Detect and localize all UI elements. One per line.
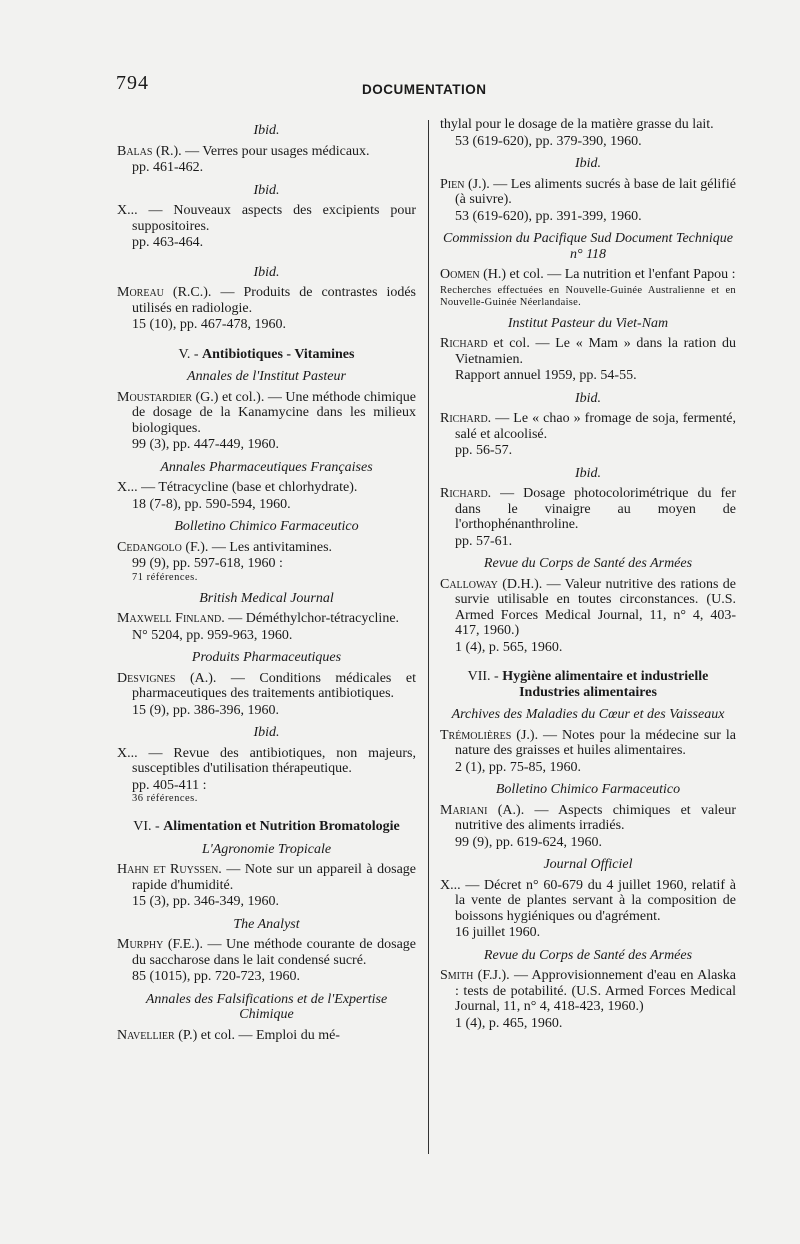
entry-text: — Note sur un appareil à dosage rapide d'humidité. (132, 862, 417, 893)
entry-author: Navellier (117, 1027, 175, 1043)
source-title: Ibid. (253, 182, 280, 198)
entry-author: X... (440, 877, 461, 893)
entry-reference: pp. 56-57. (455, 443, 513, 458)
entry-reference: 53 (619-620), pp. 391-399, 1960. (455, 208, 642, 224)
bibliography-entry (117, 937, 416, 985)
bibliography-entry (440, 728, 736, 776)
source-title: L'Agronomie Tropicale (201, 841, 332, 857)
entry-reference: pp. 57-61. (455, 533, 513, 549)
bibliography-entry (117, 611, 416, 643)
entry-text: (D.H.). — Valeur nutritive des rations de survie utilisable en toutes circonstances. (U.S. Armed Forces Medical Journal, 11, n° 4, 403-417, 1960.) (455, 576, 736, 638)
entry-text: — Le « chao » fromage de soja, fermenté, salé et alcoolisé. (455, 411, 736, 442)
bibliography-entry (117, 144, 416, 176)
entry-text: thylal pour le dosage de la matière grasse du lait. (440, 117, 714, 132)
column-divider (428, 120, 429, 1154)
entry-reference: Rapport annuel 1959, pp. 54-55. (455, 368, 637, 383)
entry-author: Oomen (440, 267, 480, 282)
entry-reference: pp. 461-462. (132, 160, 204, 175)
entry-note: 71 références. (132, 571, 198, 583)
bibliography-entry (440, 577, 736, 656)
bibliography-entry (117, 540, 416, 584)
section-heading (440, 669, 736, 700)
entry-author: Murphy (117, 937, 164, 952)
source-title: Bolletino Chimico Farmaceutico (495, 782, 681, 797)
entry-author: Smith (440, 968, 474, 983)
entry-author: Trémolières (440, 727, 512, 743)
source-title: Archives des Maladies du Cœur et des Vaisseaux (451, 707, 725, 722)
bibliography-entry (117, 203, 416, 251)
entry-text: (J.). — Les aliments sucrés à base de lait gélifié (à suivre). (455, 176, 736, 207)
entry-reference: 99 (9), pp. 597-618, 1960 : (132, 556, 283, 571)
source-title: Annales Pharmaceutiques Françaises (160, 459, 373, 475)
entry-text: (A.). — Conditions médicales et pharmaceutiques des traitements antibiotiques. (132, 670, 416, 701)
entry-text: (F.). — Les antivitamines. (181, 539, 333, 555)
section-title: Antibiotiques - Vitamines (202, 346, 355, 362)
entry-reference: 85 (1015), pp. 720-723, 1960. (132, 969, 300, 984)
entry-author: X... (117, 203, 138, 218)
source-title: Ibid. (574, 390, 602, 406)
entry-text: (A.). — Aspects chimiques et valeur nutritive des aliments irradiés. (455, 802, 736, 833)
source-title: Institut Pasteur du Viet-Nam (507, 315, 669, 331)
entry-author: Mariani (440, 802, 488, 818)
source-title: Ibid. (574, 156, 602, 171)
entry-author: X... (117, 745, 138, 761)
entry-text: (J.). — Notes pour la médecine sur la nature des graisses et huiles alimentaires. (455, 727, 736, 758)
entry-text: (R.C.). — Produits de contrastes iodés utilisés en radiologie. (132, 285, 416, 316)
bibliography-entry (117, 1028, 416, 1044)
source-title: Bolletino Chimico Farmaceutico (174, 519, 359, 534)
running-title: DOCUMENTATION (362, 82, 487, 97)
bibliography-entry (117, 862, 416, 910)
entry-author: Calloway (440, 576, 498, 592)
entry-author: Richard. (440, 486, 492, 501)
source-title: Journal Officiel (543, 857, 633, 872)
bibliography-entry (440, 267, 736, 309)
entry-text: — Revue des antibiotiques, non majeurs, susceptibles d'utilisation thérapeutique. (132, 745, 416, 776)
entry-author: Balas (117, 143, 153, 159)
bibliography-entry (117, 746, 416, 806)
source-title: Commission du Pacifique Sud Document Technique n° 118 (443, 231, 733, 262)
entry-reference: N° 5204, pp. 959-963, 1960. (132, 627, 293, 643)
section-number: V. - (178, 346, 202, 362)
entry-author: Pien (440, 176, 465, 192)
entry-author: Cedangolo (117, 539, 182, 555)
entry-reference: 15 (9), pp. 386-396, 1960. (132, 702, 279, 718)
entry-reference: 2 (1), pp. 75-85, 1960. (455, 759, 581, 775)
entry-text: (R.). — Verres pour usages médicaux. (152, 143, 370, 159)
entry-reference: 53 (619-620), pp. 379-390, 1960. (455, 133, 642, 149)
section-title: Hygiène alimentaire et industrielle Industries alimentaires (502, 669, 709, 700)
entry-author: X... (117, 480, 138, 495)
entry-note: 36 références. (132, 793, 198, 804)
entry-text: — Décret n° 60-679 du 4 juillet 1960, relatif à la vente de plantes servant à la composition de boissons hygiéniques ou d'agrément. (455, 877, 736, 924)
entry-text: (P.) et col. — Emploi du mé- (174, 1027, 340, 1043)
entry-reference: 99 (3), pp. 447-449, 1960. (132, 437, 279, 452)
entry-reference: 1 (4), p. 565, 1960. (455, 639, 563, 655)
entry-text: (F.J.). — Approvisionnement d'eau en Alaska : tests de potabilité. (U.S. Armed Forces Medical Journal, 11, n° 4, 418-423, 1960.) (455, 968, 736, 1014)
entry-reference: 15 (3), pp. 346-349, 1960. (132, 894, 279, 909)
bibliography-entry (117, 480, 416, 512)
source-title: Annales des Falsifications et de l'Expertise Chimique (145, 991, 388, 1022)
bibliography-entry (440, 803, 736, 851)
section-number: VII. - (467, 669, 503, 684)
source-title: Produits Pharmaceutiques (191, 650, 342, 665)
entry-author: Moustardier (117, 389, 192, 405)
source-title: Ibid. (253, 123, 280, 138)
left-column (117, 116, 416, 1045)
entry-text: et col. — Le « Mam » dans la ration du Vietnamien. (455, 336, 736, 367)
entry-reference: 16 juillet 1960. (455, 925, 541, 940)
source-title: Revue du Corps de Santé des Armées (483, 556, 693, 571)
entry-author: Moreau (117, 285, 164, 300)
entry-author: Richard. (440, 411, 492, 426)
bibliography-entry (440, 486, 736, 549)
section-heading (117, 347, 416, 363)
entry-reference: 1 (4), p. 465, 1960. (455, 1015, 563, 1031)
bibliography-entry (440, 878, 736, 941)
entry-author: Desvignes (117, 670, 176, 686)
entry-reference: 99 (9), pp. 619-624, 1960. (455, 834, 602, 850)
entry-text: (H.) et col. — La nutrition et l'enfant Papou : (479, 267, 736, 282)
bibliography-entry (440, 117, 736, 149)
source-title: Ibid. (253, 725, 280, 740)
entry-reference: 18 (7-8), pp. 590-594, 1960. (132, 496, 291, 512)
source-title: Ibid. (574, 465, 602, 481)
bibliography-entry (440, 336, 736, 384)
entry-reference: 15 (10), pp. 467-478, 1960. (132, 317, 286, 332)
right-column (440, 116, 736, 1033)
entry-author: Richard (440, 336, 488, 351)
entry-note: Recherches effectuées en Nouvelle-Guinée Australienne et en Nouvelle-Guinée Néerlandaise. (440, 284, 736, 308)
source-title: Ibid. (253, 264, 280, 280)
entry-author: Hahn et Ruyssen. (117, 862, 222, 877)
section-heading (117, 819, 416, 835)
bibliography-entry (117, 671, 416, 719)
source-title: Revue du Corps de Santé des Armées (483, 947, 693, 963)
entry-text: — Dosage photocolorimétrique du fer dans le vinaigre au moyen de l'orthophénanthroline. (455, 486, 736, 532)
source-title: The Analyst (233, 916, 300, 932)
entry-text: (F.E.). — Une méthode courante de dosage du saccharose dans le lait condensé sucré. (132, 937, 416, 968)
entry-text: — Nouveaux aspects des excipients pour suppositoires. (132, 203, 416, 234)
section-number: VI. - (133, 819, 164, 834)
entry-author: Maxwell Finland. (117, 611, 225, 626)
source-title: Annales de l'Institut Pasteur (187, 369, 346, 384)
entry-text: (G.) et col.). — Une méthode chimique de dosage de la Kanamycine dans les milieux biologiques. (132, 389, 416, 436)
entry-reference: pp. 405-411 : (132, 777, 207, 793)
entry-text: — Tétracycline (base et chlorhydrate). (137, 480, 358, 495)
page-number: 794 (116, 72, 149, 94)
bibliography-entry (440, 177, 736, 225)
entry-text: — Déméthylchor-tétracycline. (224, 611, 400, 626)
entry-reference: pp. 463-464. (132, 235, 204, 250)
bibliography-entry (440, 968, 736, 1031)
section-title: Alimentation et Nutrition Bromatologie (163, 819, 400, 834)
bibliography-entry (117, 390, 416, 453)
bibliography-entry (117, 285, 416, 333)
source-title: British Medical Journal (199, 590, 334, 606)
bibliography-entry (440, 411, 736, 459)
